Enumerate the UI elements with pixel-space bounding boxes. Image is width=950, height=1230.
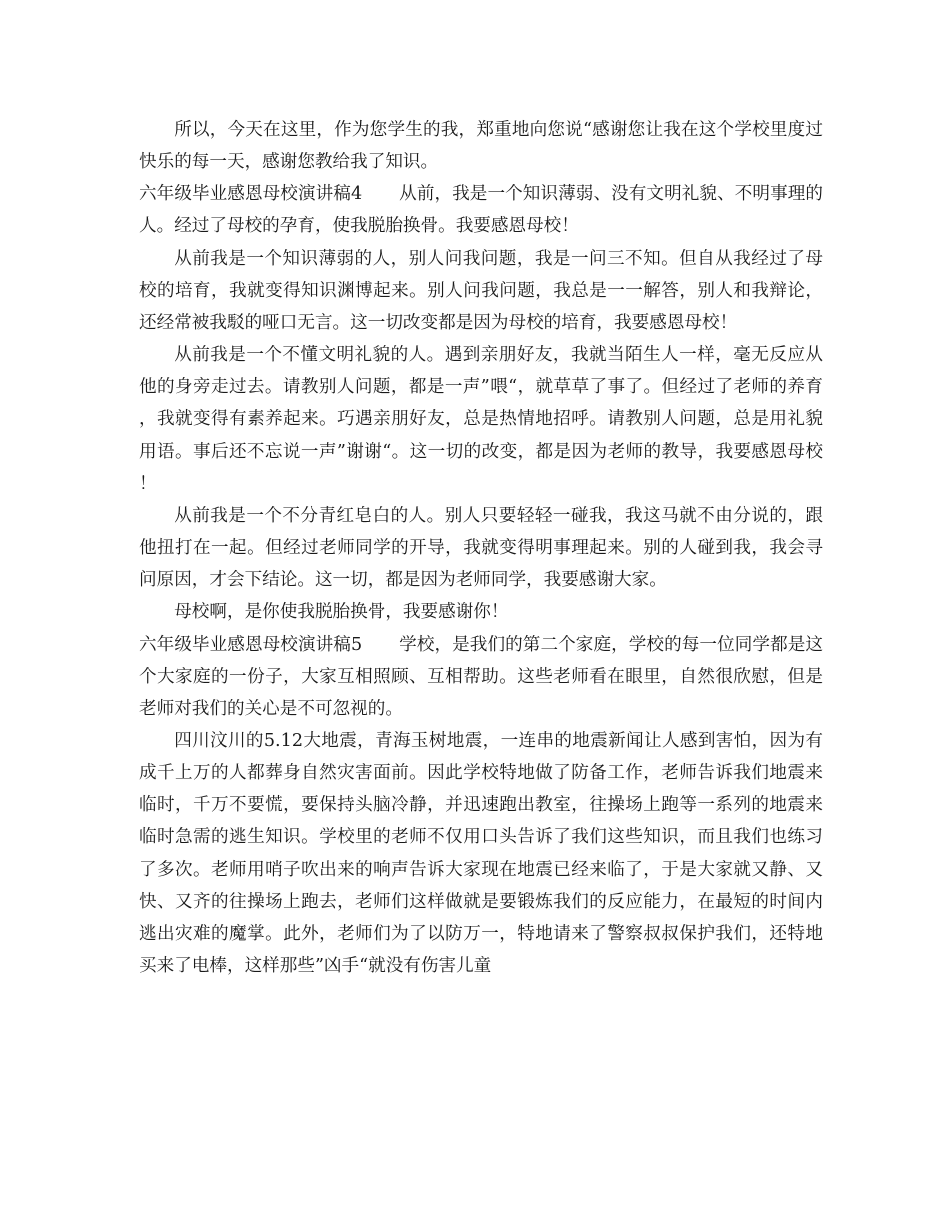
section-heading: 六年级毕业感恩母校演讲稿5 [139,634,363,655]
paragraph: 四川汶川的5.12大地震，青海玉树地震，一连串的地震新闻让人感到害怕，因为有成千上万的人都葬身自然灾害面前。因此学校特地做了防备工作，老师告诉我们地震来临时，千万不要慌，要保持头脑冷静，并迅速跑出教室，往操场上跑等一系列的地震来临时急需的逃生知识。学校里的老师不仅用口头告诉了我们这些知识，而且我们也练习了多次。老师用哨子吹出来的响声告诉大家现在地震已经来临了，于是大家就又静、又快、又齐的往操场上跑去，老师们这样做就是要锻炼我们的反应能力，在最短的时间内逃出灾难的魔掌。此外，老师们为了以防万一，特地请来了警察叔叔保护我们，还特地买来了电棒，这样那些”凶手“就没有伤害儿童 [139,730,823,977]
paragraph-with-heading [139,629,823,725]
section-heading: 六年级毕业感恩母校演讲稿4 [139,184,363,205]
paragraph: 从前我是一个不分青红皂白的人。别人只要轻轻一碰我，我这马就不由分说的，跟他扭打在一起。但经过老师同学的开导，我就变得明事理起来。别的人碰到我，我会寻问原因，才会下结论。这一切，都是因为老师同学，我要感谢大家。 [139,505,823,591]
paragraph: 所以，今天在这里，作为您学生的我，郑重地向您说“感谢您让我在这个学校里度过快乐的每一天，感谢您教给我了知识。 [139,120,823,173]
paragraph: 从前我是一个不懂文明礼貌的人。遇到亲朋好友，我就当陌生人一样，毫无反应从他的身旁走过去。请教别人问题，都是一声”喂“，就草草了事了。但经过了老师的养育，我就变得有素养起来。巧遇亲朋好友，总是热情地招呼。请教别人问题，总是用礼貌用语。事后还不忘说一声”谢谢“。这一切的改变，都是因为老师的教导，我要感恩母校！ [139,345,823,494]
document-body [139,114,823,982]
paragraph: 从前我是一个知识薄弱的人，别人问我问题，我是一问三不知。但自从我经过了母校的培育，我就变得知识渊博起来。别人问我问题，我总是一一解答，别人和我辩论，还经常被我駁的哑口无言。这一切改变都是因为母校的培育，我要感恩母校！ [139,248,823,333]
paragraph-text: 从前，我是一个知识薄弱、没有文明礼貌、不明事理的人。经过了母校的孕育，使我脱胎换骨。我要感恩母校！ [139,184,823,237]
paragraph: 母校啊，是你使我脱胎换骨，我要感谢你！ [174,602,509,623]
paragraph-with-heading [139,178,823,242]
paragraph-text: 学校，是我们的第二个家庭，学校的每一位同学都是这个大家庭的一份子，大家互相照顾、互相帮助。这些老师看在眼里，自然很欣慰，但是老师对我们的关心是不可忽视的。 [139,634,823,719]
